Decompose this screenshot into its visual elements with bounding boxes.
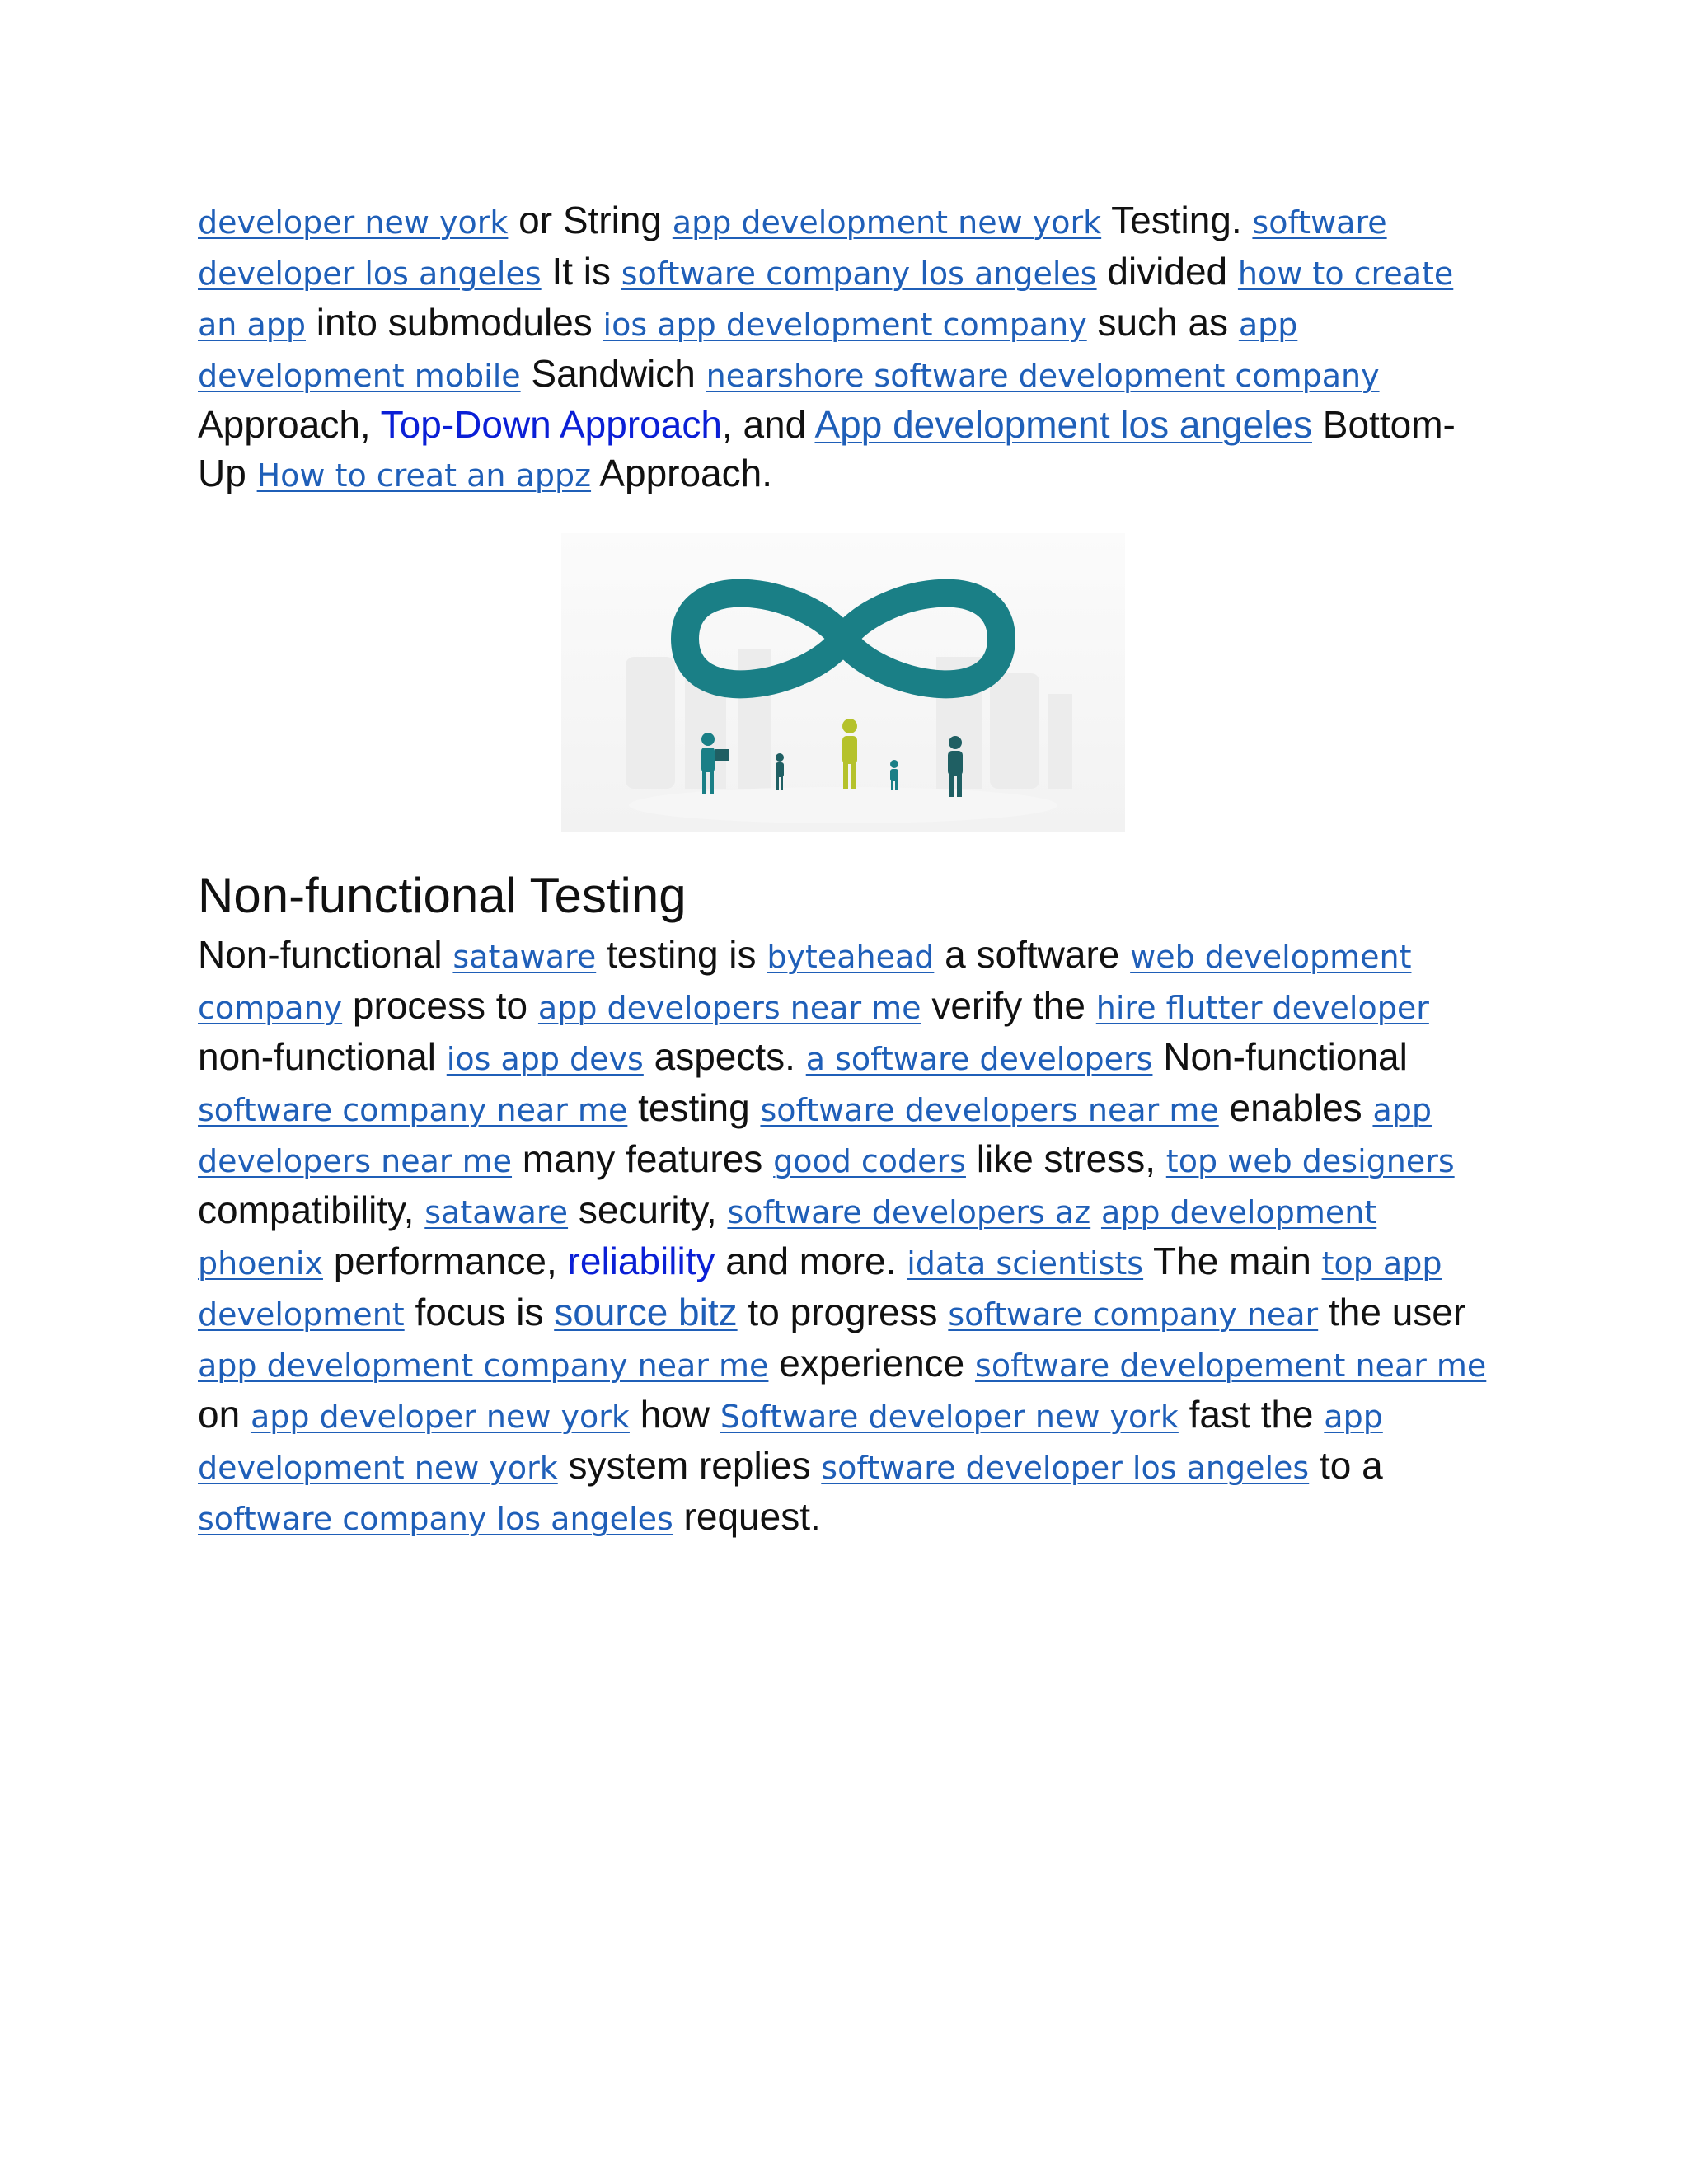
inline-link[interactable]: software company near [948, 1296, 1319, 1333]
inline-link[interactable]: sataware [452, 939, 597, 975]
body-text: compatibility, [198, 1188, 425, 1231]
inline-link[interactable]: software company los angeles [198, 1501, 673, 1537]
figure-container [198, 533, 1500, 832]
body-text: many features [512, 1137, 774, 1180]
body-text: experience [768, 1342, 976, 1385]
body-text: Testing. [1101, 199, 1253, 241]
body-text: and more. [715, 1240, 907, 1282]
body-text: The main [1143, 1240, 1322, 1282]
body-text: process to [342, 984, 538, 1027]
paragraph-intro [198, 196, 1500, 500]
body-text: , and [721, 403, 815, 446]
body-text: on [198, 1393, 251, 1436]
inline-link[interactable]: app development company near me [198, 1347, 769, 1384]
body-text: Non-functional [1152, 1035, 1408, 1078]
body-text: to a [1309, 1444, 1383, 1487]
body-text: divided [1096, 250, 1238, 293]
body-text: or String [508, 199, 673, 241]
section-heading: Non-functional Testing [198, 868, 687, 923]
inline-link[interactable]: app developer new york [250, 1399, 630, 1435]
inline-link[interactable]: app development phoenix [198, 1194, 1377, 1282]
inline-link[interactable]: web development company [198, 939, 1412, 1026]
inline-link[interactable]: Top-Down Approach [380, 403, 722, 446]
inline-link[interactable]: App development los angeles [814, 403, 1312, 446]
inline-link[interactable]: software developer los angeles [198, 204, 1387, 292]
inline-link[interactable]: ios app devs [446, 1041, 644, 1077]
body-text: enables [1218, 1086, 1373, 1129]
body-text: to progress [737, 1291, 949, 1333]
body-text: It is [541, 250, 621, 293]
body-text: aspects. [643, 1035, 806, 1078]
inline-link[interactable]: app developers near me [198, 1092, 1432, 1179]
body-text: verify the [921, 984, 1096, 1027]
inline-link[interactable]: developer new york [198, 204, 509, 241]
inline-link[interactable]: How to creat an appz [256, 457, 592, 494]
inline-link[interactable]: software company near me [198, 1092, 628, 1128]
body-text: such as [1086, 301, 1239, 344]
body-text: fast the [1178, 1393, 1325, 1436]
inline-link[interactable]: nearshore software development company [706, 358, 1380, 394]
inline-link[interactable]: byteahead [767, 939, 935, 975]
inline-link[interactable]: app development new york [672, 204, 1102, 241]
body-text: Non-functional [198, 933, 453, 976]
inline-link[interactable]: good coders [773, 1143, 966, 1179]
body-text: a software [934, 933, 1131, 976]
inline-link[interactable]: app development mobile [198, 307, 1298, 394]
inline-link[interactable]: how to create an app [198, 255, 1454, 343]
inline-link[interactable]: hire flutter developer [1095, 990, 1429, 1026]
inline-link[interactable]: app development new york [198, 1399, 1383, 1486]
inline-link[interactable]: top web designers [1165, 1143, 1455, 1179]
body-text: the user [1318, 1291, 1466, 1333]
body-text: Approach. [591, 452, 772, 494]
infinity-icon [561, 533, 1125, 832]
document-body [198, 196, 1500, 1544]
body-text: Approach, [198, 403, 381, 446]
body-text: testing [627, 1086, 761, 1129]
infinity-illustration [561, 533, 1125, 832]
body-text: into submodules [305, 301, 603, 344]
inline-link[interactable]: top app development [198, 1245, 1442, 1333]
inline-link[interactable]: software developers az [727, 1194, 1091, 1230]
body-text: security, [568, 1188, 728, 1231]
body-text: how [629, 1393, 720, 1436]
inline-link[interactable]: reliability [567, 1240, 715, 1282]
inline-link[interactable]: software developers near me [760, 1092, 1219, 1128]
body-text [1090, 1188, 1101, 1231]
body-text: like stress, [965, 1137, 1166, 1180]
body-text: non-functional [198, 1035, 447, 1078]
inline-link[interactable]: software developer los angeles [821, 1450, 1310, 1486]
body-text: performance, [322, 1240, 568, 1282]
inline-link[interactable]: Software developer new york [720, 1399, 1179, 1435]
body-text: Sandwich [520, 352, 706, 395]
inline-link[interactable]: software company los angeles [621, 255, 1097, 292]
body-text: focus is [404, 1291, 555, 1333]
body-text: system replies [557, 1444, 822, 1487]
inline-link[interactable]: app developers near me [537, 990, 921, 1026]
inline-link[interactable]: source bitz [554, 1291, 738, 1333]
paragraph-non-functional [198, 930, 1500, 1544]
inline-link[interactable]: ios app development company [603, 307, 1087, 343]
inline-link[interactable]: idata scientists [907, 1245, 1144, 1282]
inline-link[interactable]: sataware [424, 1194, 569, 1230]
body-text: request. [673, 1495, 821, 1538]
body-text: Bottom-Up [198, 403, 1456, 494]
inline-link[interactable]: a software developers [805, 1041, 1153, 1077]
infinity-symbol [685, 593, 1001, 685]
body-text: testing is [596, 933, 767, 976]
inline-link[interactable]: software developement near me [975, 1347, 1487, 1384]
